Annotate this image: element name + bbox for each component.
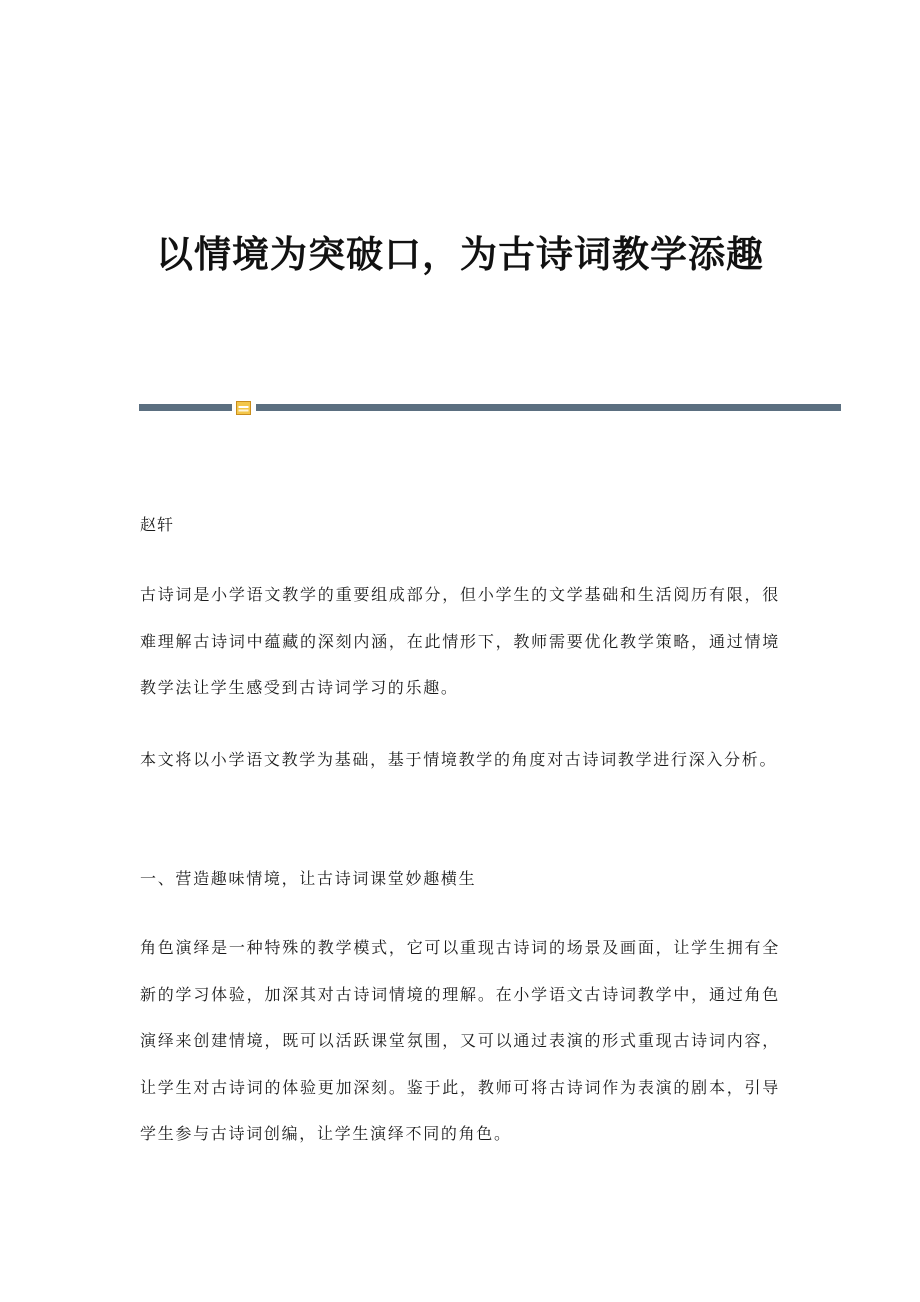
- abstract-paragraph-2: 本文将以小学语文教学为基础，基于情境教学的角度对古诗词教学进行深入分析。: [140, 750, 778, 769]
- document-title: 以情境为突破口，为古诗词教学添趣: [156, 231, 764, 276]
- section-paragraph: 角色演绎是一种特殊的教学模式，它可以重现古诗词的场景及画面，让学生拥有全新的学习体验，加深其对古诗词情境的理解。在小学语文古诗词教学中，通过角色演绎来创建情境，既可以活跃课堂氛围，又可以通过表演的形式重现古诗词内容，让学生对古诗词的体验更加深刻。鉴于此，教师可将古诗词作为表演的剧本，引导学生参与古诗词创编，让学生演绎不同的角色。: [140, 938, 780, 1143]
- title-divider: [139, 400, 841, 414]
- abstract-paragraph-1: 古诗词是小学语文教学的重要组成部分，但小学生的文学基础和生活阅历有限，很难理解古诗词中蕴藏的深刻内涵，在此情形下，教师需要优化教学策略，通过情境教学法让学生感受到古诗词学习的乐趣。: [140, 585, 780, 697]
- divider-bar-left: [139, 404, 232, 411]
- document-ornament-icon: [236, 400, 251, 414]
- section-heading: 一、营造趣味情境，让古诗词课堂妙趣横生: [140, 869, 477, 888]
- author-name: 赵轩: [140, 515, 175, 534]
- divider-bar-right: [256, 404, 841, 411]
